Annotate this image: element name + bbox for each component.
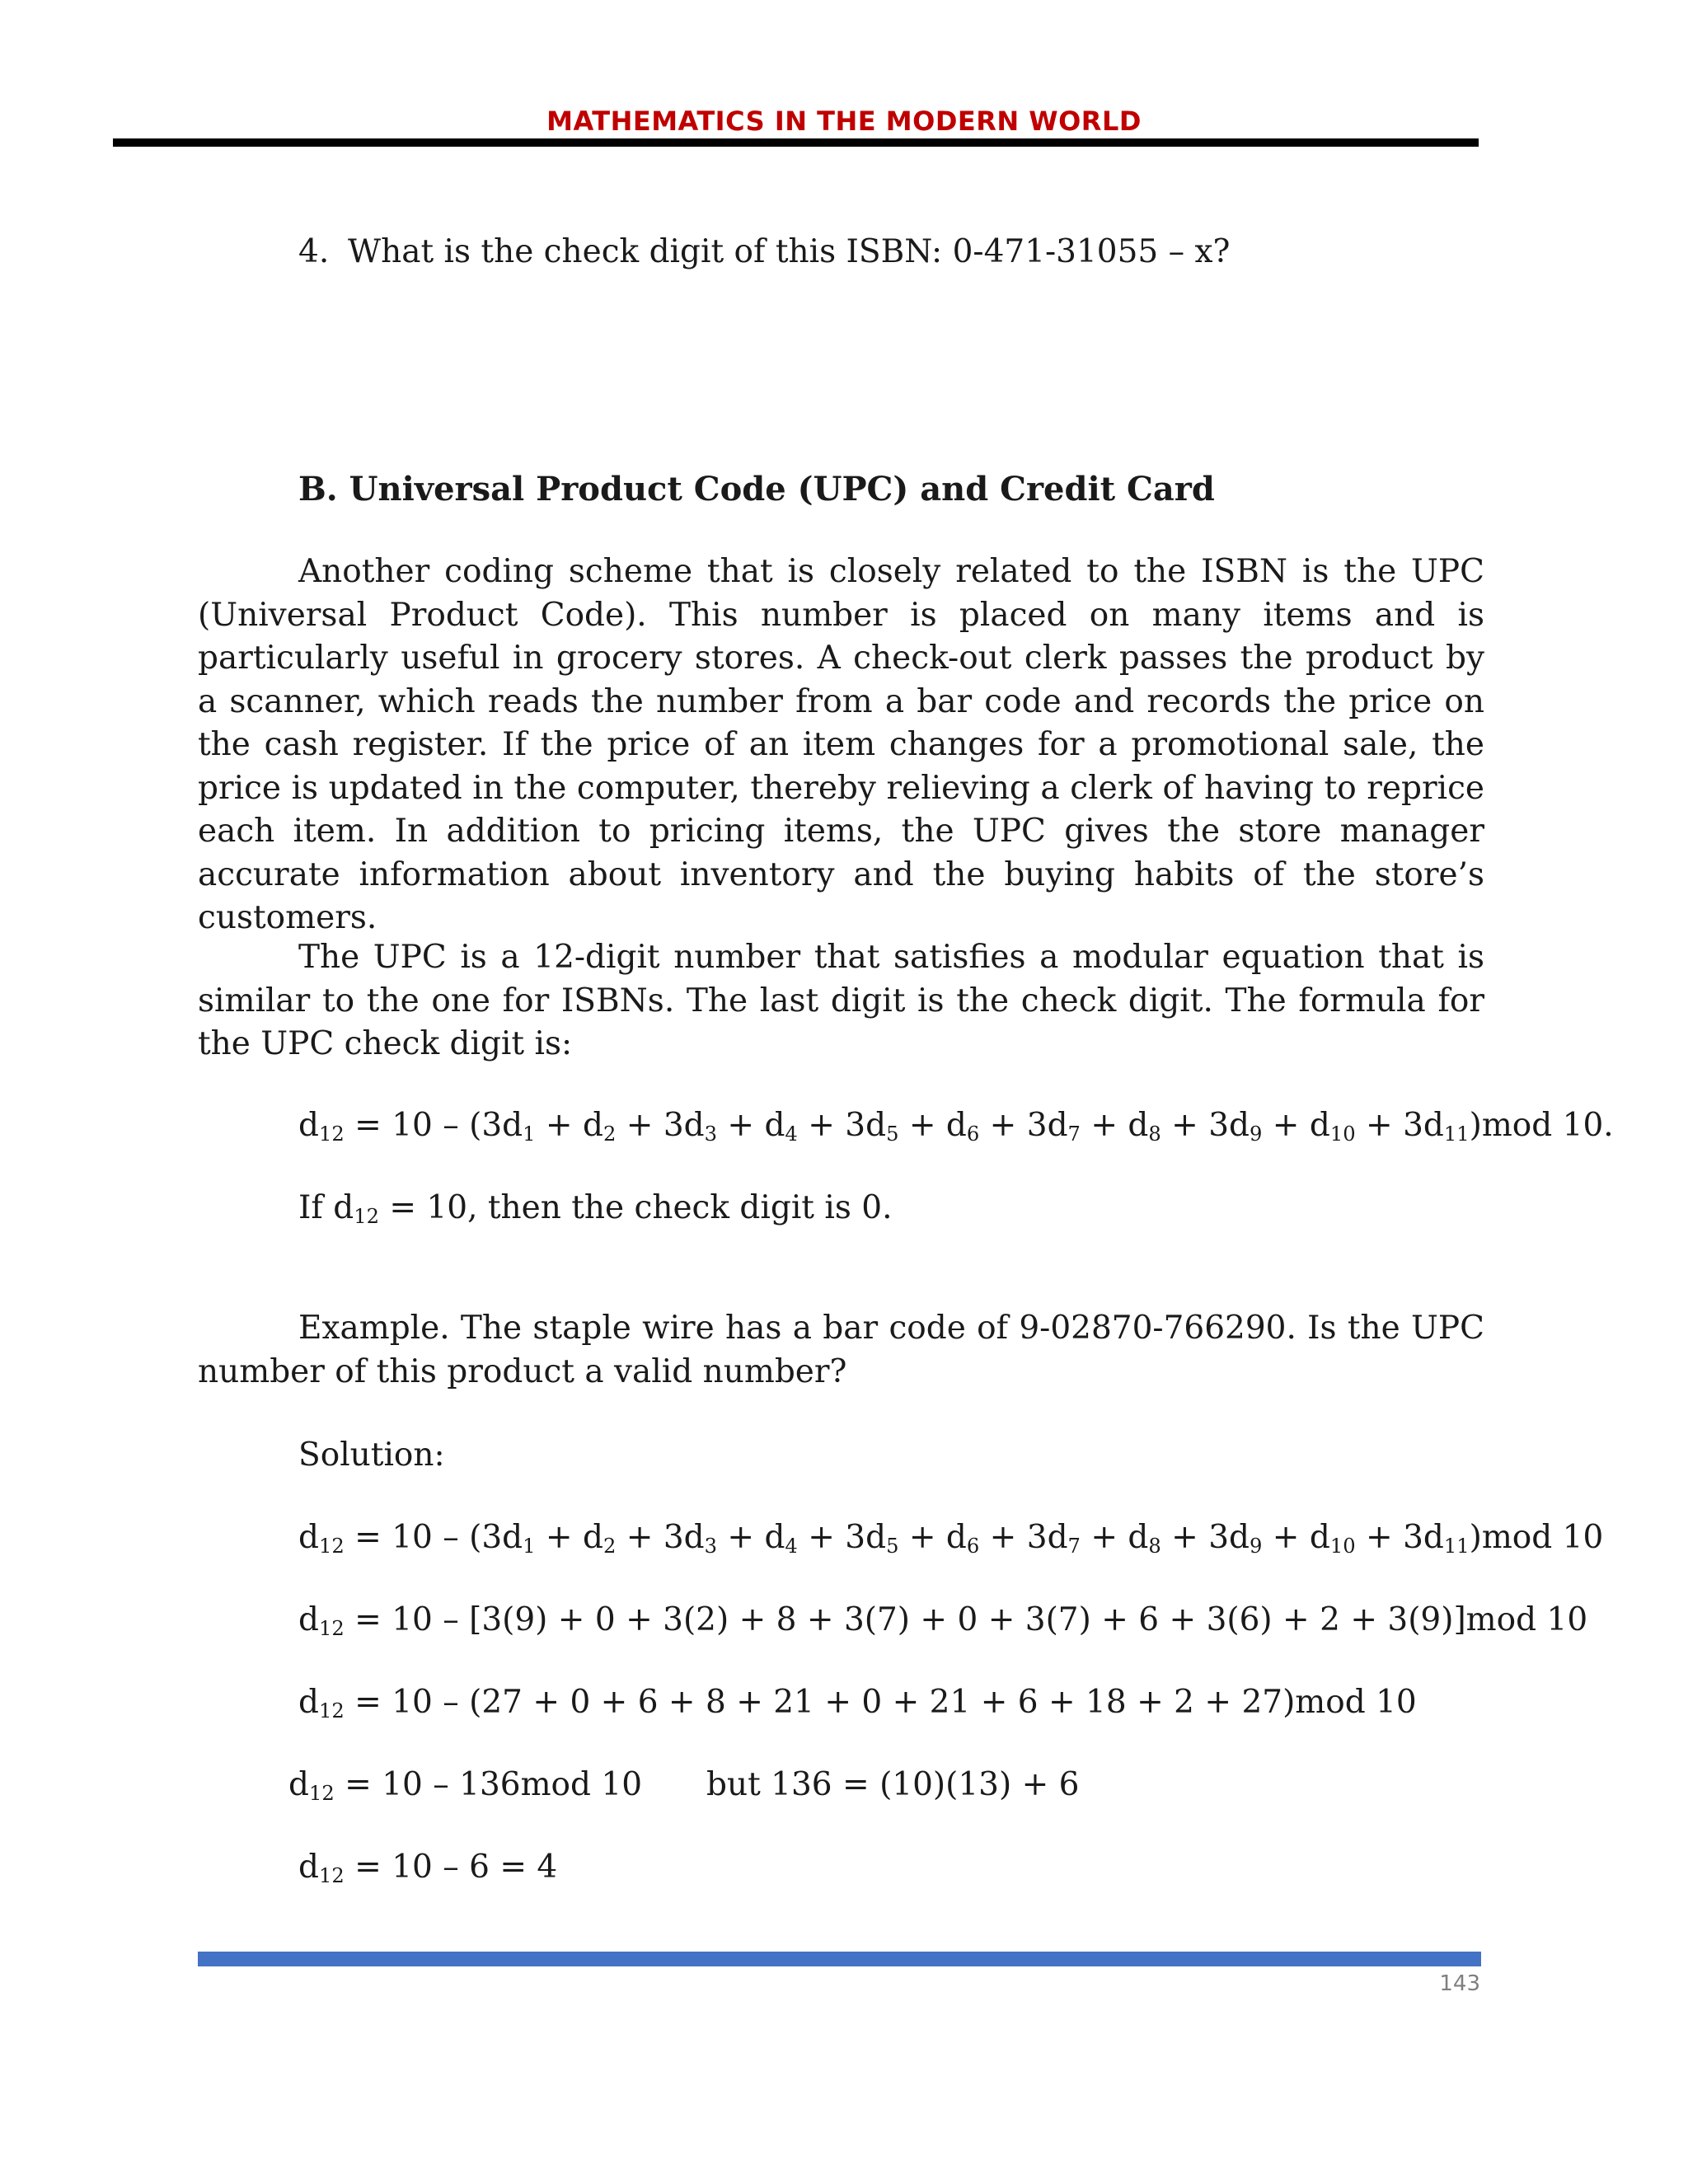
running-header: MATHEMATICS IN THE MODERN WORLD — [546, 105, 1142, 137]
upc-check-digit-formula: $d_{12} = 10 - (3d_1 + d_2 + 3d_3 + d_4 + 3d_5 + d_6 + 3d_7 + d_8 + 3d_9 + d_{10} + 3d_{11})mod$ 10. — [298, 1107, 1614, 1146]
question-text: What is the check digit of this ISBN: 0-471-31055 – x? — [348, 233, 1231, 270]
solution-step-2: $d_{12} = 10 - [3(9) + 0 + 3(2) + 8 + 3(7) + 0 + 3(7) + 6 + 3(6) + 2 + 3(9)]mod$ 10 — [298, 1601, 1588, 1641]
paragraph-example: Example. The staple wire has a bar code of 9-02870-766290. Is the UPC number of this product a valid number? — [198, 1310, 1484, 1390]
check-digit-rule: If $d_{12} = 10$, then the check digit is 0. — [298, 1189, 893, 1229]
solution-step-4: $d_{12} = 10 - 136mod$ 10 but 136 = (10)(13) + 6 — [288, 1766, 1080, 1806]
solution-step-5: $d_{12} = 10 - 6 = 4$ — [298, 1849, 558, 1888]
solution-label: Solution: — [298, 1436, 445, 1474]
section-heading: B. Universal Product Code (UPC) and Credit Card — [298, 470, 1215, 509]
question-number: 4. — [298, 233, 330, 270]
footer-rule — [198, 1952, 1481, 1966]
paragraph-upc-intro: Another coding scheme that is closely related to the ISBN is the UPC (Universal Product Code). This number is placed on many items and is particularly useful in grocery stores. A check-out clerk passes the product by a scanner, which reads the number from a bar code and records the price on the cash register. If the price of an item changes for a promotional sale, the price is updated in the computer, thereby relieving a clerk of having to reprice each item. In addition to pricing items, the UPC gives the store manager accurate information about inventory and the buying habits of the store’s customers. — [198, 553, 1484, 936]
solution-step-1: $d_{12} = 10 - (3d_1 + d_2 + 3d_3 + d_4 + 3d_5 + d_6 + 3d_7 + d_8 + 3d_9 + d_{10} + 3d_{11})mod$ 10 — [298, 1519, 1604, 1558]
page-number: 143 — [1439, 1971, 1480, 1996]
solution-step-4-note: but 136 = (10)(13) + 6 — [706, 1766, 1080, 1803]
formula-period: . — [1603, 1107, 1614, 1144]
solution-step-3: $d_{12} = 10 - (27 + 0 + 6 + 8 + 21 + 0 + 21 + 6 + 18 + 2 + 27)mod$ 10 — [298, 1684, 1417, 1723]
question-4 — [298, 231, 1230, 274]
header-rule — [113, 138, 1479, 147]
paragraph-upc-definition: The UPC is a 12-digit number that satisfies a modular equation that is similar to the one for ISBNs. The last digit is the check digit. The formula for the UPC check digit is: — [198, 939, 1484, 1062]
